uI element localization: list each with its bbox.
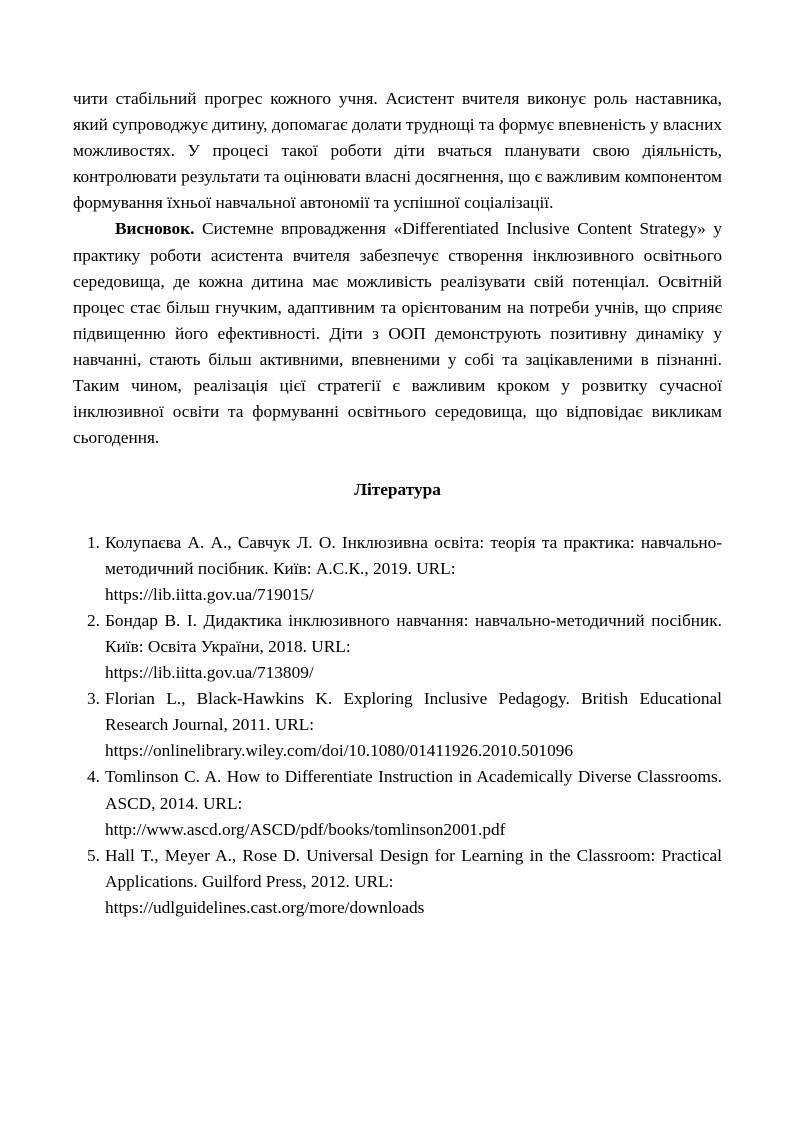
reference-number: 5. bbox=[87, 845, 100, 865]
reference-item bbox=[73, 530, 722, 608]
reference-number: 2. bbox=[87, 610, 100, 630]
reference-citation: Бондар В. І. Дидактика інклюзивного навчання: навчально-методичний посібник. Київ: Освіта України, 2018. URL: bbox=[105, 610, 722, 656]
page-content bbox=[73, 86, 722, 921]
reference-url[interactable]: https://lib.iitta.gov.ua/713809/ bbox=[105, 663, 314, 683]
reference-citation: Hall T., Meyer A., Rose D. Universal Design for Learning in the Classroom: Practical Applications. Guilford Press, 2012. URL: bbox=[105, 845, 722, 891]
reference-number: 1. bbox=[87, 532, 100, 552]
reference-citation: Колупаєва А. А., Савчук Л. О. Інклюзивна освіта: теорія та практика: навчально-методичний посібник. Київ: А.С.К., 2019. URL: bbox=[105, 532, 722, 578]
reference-citation: Tomlinson C. A. How to Differentiate Instruction in Academically Diverse Classrooms. ASCD, 2014. URL: bbox=[105, 767, 722, 813]
conclusion-body: Системне впровадження «Differentiated Inclusive Content Strategy» у практику роботи асистента вчителя забезпечує створення інклюзивного освітнього середовища, де кожна дитина має можливість реалізувати свій потенціал. Освітній процес стає більш гнучким, адаптивним та орієнтованим на потреби учнів, що сприяє підвищенню його ефективності. Діти з ООП демонструють позитивну динаміку у навчанні, стають більш активними, впевненими у собі та зацікавленими в пізнанні. Таким чином, реалізація цієї стратегії є важливим кроком у розвитку сучасної інклюзивної освіти та формуванні освітнього середовища, що відповідає викликам сьогодення. bbox=[73, 219, 722, 448]
reference-url[interactable]: https://onlinelibrary.wiley.com/doi/10.1080/01411926.2010.501096 bbox=[105, 741, 573, 761]
reference-number: 3. bbox=[87, 689, 100, 709]
paragraph-conclusion bbox=[73, 216, 722, 451]
reference-number: 4. bbox=[87, 767, 100, 787]
reference-url[interactable]: http://www.ascd.org/ASCD/pdf/books/tomlinson2001.pdf bbox=[105, 819, 506, 839]
reference-item bbox=[73, 686, 722, 764]
paragraph-continued: чити стабільний прогрес кожного учня. Асистент вчителя виконує роль наставника, який супроводжує дитину, допомагає долати труднощі та формує впевненість у власних можливостях. У процесі такої роботи діти вчаться планувати свою діяльність, контролювати результати та оцінювати власні досягнення, що є важливим компонентом формування їхньої навчальної автономії та успішної соціалізації. bbox=[73, 89, 722, 213]
references-list bbox=[73, 530, 722, 921]
conclusion-label: Висновок. bbox=[115, 219, 195, 239]
reference-url[interactable]: https://udlguidelines.cast.org/more/downloads bbox=[105, 897, 425, 917]
references-heading: Література bbox=[354, 480, 441, 500]
reference-item bbox=[73, 843, 722, 921]
reference-url[interactable]: https://lib.iitta.gov.ua/719015/ bbox=[105, 584, 314, 604]
reference-item bbox=[73, 608, 722, 686]
spacer-before-heading bbox=[73, 451, 722, 477]
reference-item bbox=[73, 764, 722, 842]
reference-citation: Florian L., Black-Hawkins K. Exploring Inclusive Pedagogy. British Educational Research Journal, 2011. URL: bbox=[105, 689, 722, 735]
spacer-after-heading bbox=[73, 504, 722, 530]
